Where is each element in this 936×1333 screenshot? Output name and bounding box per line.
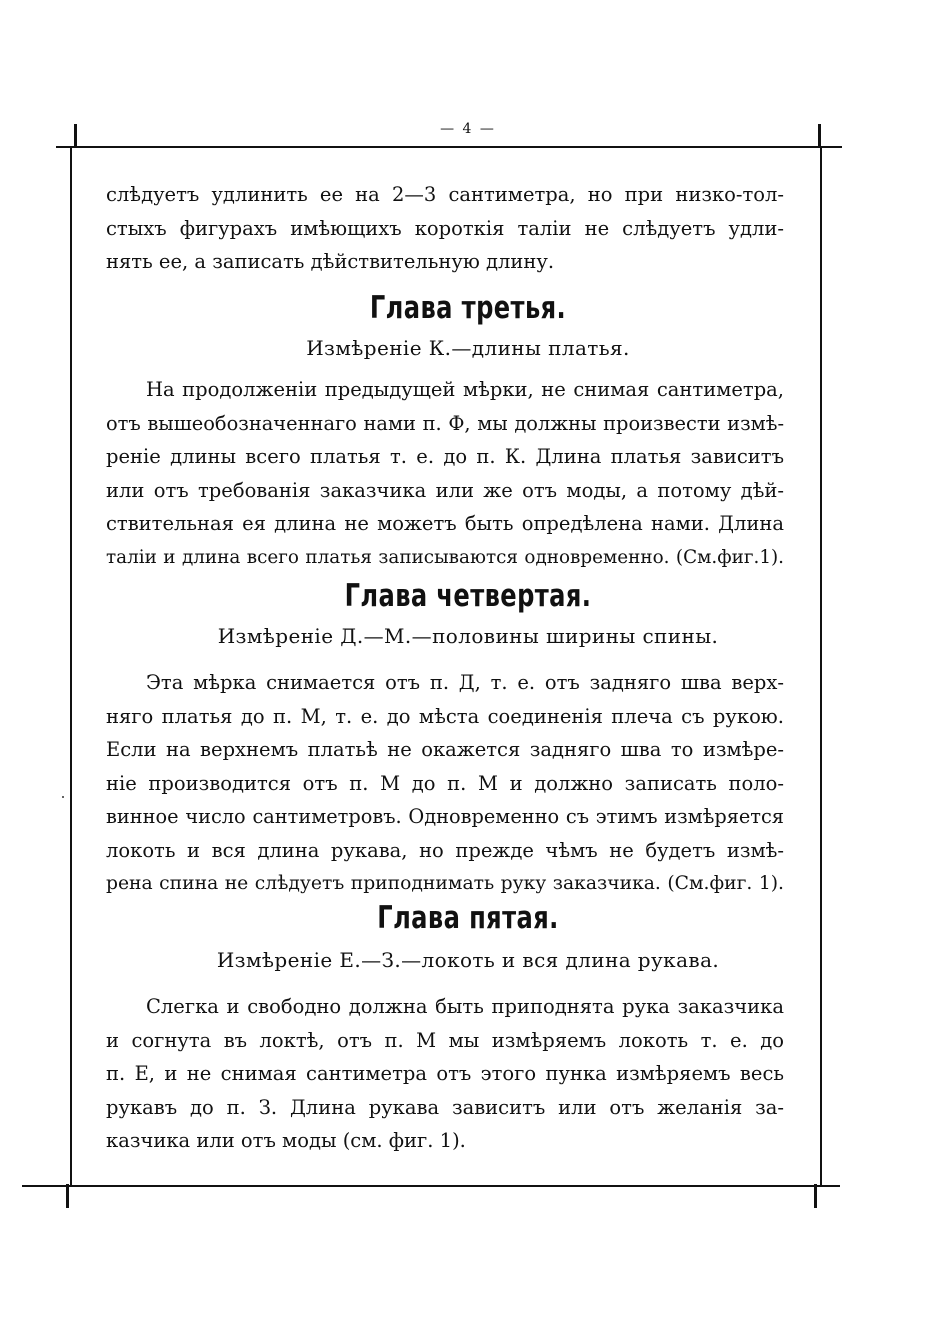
- text-line: п. Е, и не снимая сантиметра отъ этого пунка измѣряемъ весь: [106, 1062, 784, 1085]
- chapter-title: Глава третья.: [369, 290, 567, 326]
- text-line: локоть и вся длина рукава, но прежде чѣмъ не будетъ измѣ-: [106, 838, 784, 862]
- text-line: На продолженіи предыдущей мѣрки, не снимая сантиметра,: [146, 378, 784, 401]
- text-line: казчика или отъ моды (см. фиг. 1).: [106, 1129, 466, 1152]
- text-line: отъ вышеобозначеннаго нами п. Ф, мы должны произвести измѣ-: [106, 411, 784, 435]
- text-line: и согнута въ локтѣ, отъ п. М мы измѣряемъ локоть т. е. до: [106, 1028, 784, 1052]
- chapter-subtitle: Измѣреніе Д.—М.—половины ширины спины.: [217, 624, 719, 648]
- page-number: — 4 —: [440, 121, 496, 137]
- text-line: таліи и длина всего платья записываются одновременно. (См.фиг.1).: [106, 546, 784, 568]
- text-line: стыхъ фигурахъ имѣющихъ короткія таліи не слѣдуетъ удли-: [106, 216, 784, 240]
- text-line: няго платья до п. М, т. е. до мѣста соединенія плеча съ рукою.: [106, 704, 784, 728]
- bottom-right-tick: [814, 1184, 817, 1208]
- bottom-rule: [22, 1185, 840, 1187]
- text-line: ніе производится отъ п. М до п. М и должно записать поло-: [106, 771, 784, 795]
- print-speck: [62, 796, 64, 798]
- chapter-title: Глава пятая.: [377, 900, 559, 936]
- text-line: Слегка и свободно должна быть приподнята рука заказчика: [146, 995, 784, 1018]
- text-line: слѣдуетъ удлинить ее на 2—3 сантиметра, но при низко-тол-: [106, 183, 784, 206]
- chapter-subtitle: Измѣреніе Е.—З.—локоть и вся длина рукава.: [216, 948, 720, 972]
- text-line: рукавъ до п. З. Длина рукава зависитъ или отъ желанія за-: [106, 1095, 784, 1119]
- chapter-subtitle: Измѣреніе К.—длины платья.: [306, 336, 630, 360]
- chapter-paragraph: [106, 666, 784, 901]
- text-line: нять ее, а записать дѣйствительную длину.: [106, 250, 555, 273]
- chapter-paragraph: [106, 373, 784, 574]
- text-line: реніе длины всего платья т. е. до п. К. Длина платья зависитъ: [106, 445, 784, 468]
- text-line: Если на верхнемъ платьѣ не окажется задняго шва то измѣре-: [106, 738, 784, 761]
- chapter-title: Глава четвертая.: [344, 578, 592, 614]
- text-line: Эта мѣрка снимается отъ п. Д, т. е. отъ задняго шва верх-: [146, 671, 784, 694]
- chapter-paragraph: [106, 990, 784, 1158]
- text-line: рена спина не слѣдуетъ приподнимать руку заказчика. (См.фиг. 1).: [106, 873, 784, 894]
- text-line: или отъ требованія заказчика или же отъ моды, а потому дѣй-: [106, 478, 784, 502]
- bottom-left-tick: [66, 1184, 69, 1208]
- top-rule: [56, 146, 842, 148]
- text-line: ствительная ея длина не можетъ быть опредѣлена нами. Длина: [106, 512, 784, 535]
- left-border-rule: [70, 146, 72, 1186]
- intro-paragraph: [106, 178, 784, 279]
- text-line: винное число сантиметровъ. Одновременно съ этимъ измѣряется: [106, 805, 784, 828]
